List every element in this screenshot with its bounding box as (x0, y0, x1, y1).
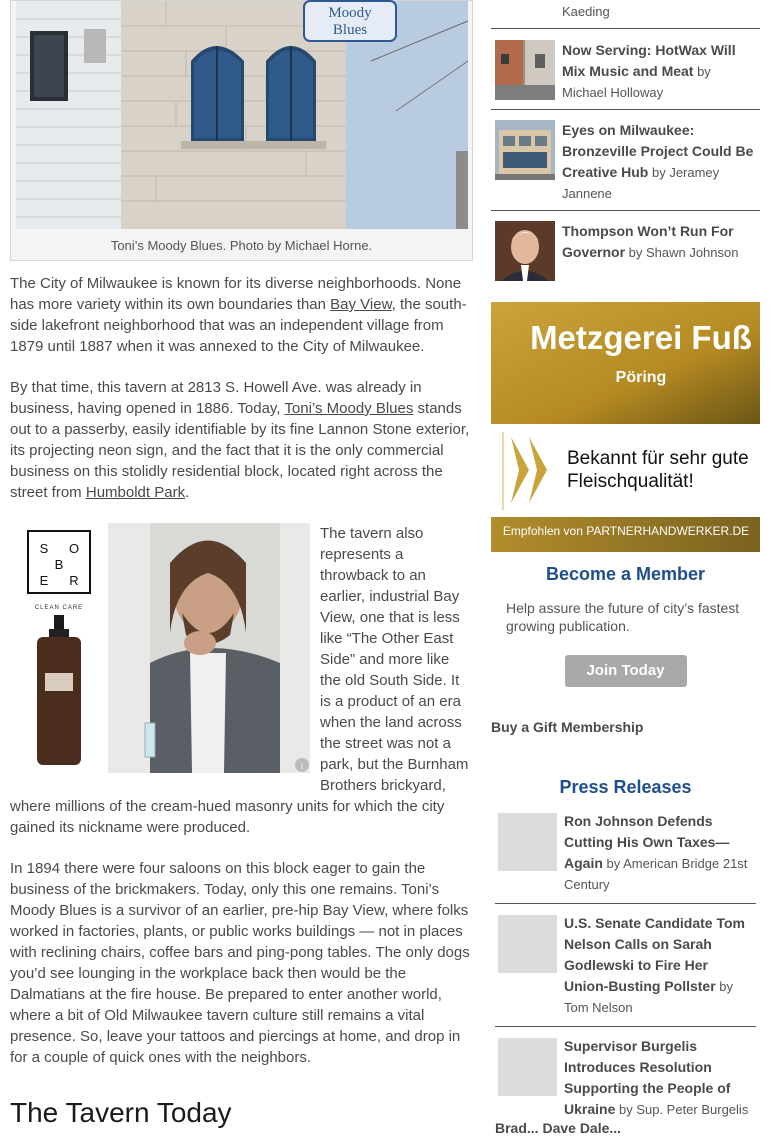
figure-caption: Toni’s Moody Blues. Photo by Michael Horne. (110, 238, 373, 253)
logo-letter-s: S (39, 541, 49, 556)
article-figure (10, 0, 473, 261)
post-title-1[interactable]: Now Serving: HotWax Will Mix Music and Meat by Michael Holloway (562, 42, 736, 100)
press-title-3[interactable]: Supervisor Burgelis Introduces Resolution Supporting the People of Ukraine by Sup. Peter Burgelis (564, 1038, 749, 1117)
press-title-1[interactable]: Ron Johnson Defends Cutting His Own Taxes—Again by American Bridge 21st Century (564, 813, 748, 892)
press-title-2[interactable]: U.S. Senate Candidate Tom Nelson Calls on Sarah Godlewski to Fire Her Union-Busting Pollster by Tom Nelson (564, 915, 745, 1015)
press-release-3[interactable] (495, 1027, 756, 1128)
related-post-3[interactable] (491, 211, 760, 287)
banner-claim-2: Fleischqualität! (567, 471, 694, 492)
press-release-2[interactable] (495, 904, 756, 1027)
post-thumbnail[interactable] (495, 40, 555, 100)
sober-ad[interactable] (10, 523, 310, 773)
metzgerei-banner-illustration (491, 302, 760, 552)
banner-claim-1: Bekannt für sehr gute (567, 448, 749, 469)
press-thumbnail[interactable] (498, 813, 557, 871)
related-post-0[interactable] (491, 0, 760, 29)
member-text: Help assure the future of city’s fastest growing publication. (506, 600, 740, 634)
paragraph-4: In 1894 there were four saloons on this block eager to gain the business of the brickmakers. Today, only this one remains. Toni’s Moody Blues is a survivor of an earlier, pre-hip Bay View, where folks worked in factories, plants, or public works buildings — not in places with reclining chairs, coffee bars and ping-pong tables. The only dogs you’d see lounging in the workplace back then would be the Dalmatians at the fire house. Be prepared to enter another world, where a bit of Old Milwaukee tavern culture still remains a vital presence. So, leave your tattoos and piercings at home, and drop in for a couple of quick ones with the neighbors. (10, 860, 470, 1066)
sidebar (491, 0, 760, 1136)
sign-text-2: Blues (332, 22, 368, 38)
membership-box (491, 564, 760, 687)
paragraph-3-wrap (10, 523, 473, 838)
banner-sub: Pöring (615, 369, 667, 386)
related-post-1[interactable] (491, 29, 760, 110)
gift-membership-link[interactable]: Buy a Gift Membership (491, 719, 644, 735)
join-today-button[interactable]: Join Today (565, 655, 687, 687)
section-heading: The Tavern Today (10, 1097, 232, 1128)
post-thumbnail[interactable] (495, 120, 555, 180)
post-title-3[interactable]: Thompson Won’t Run For Governor by Shawn Johnson (562, 223, 739, 260)
press-thumbnail[interactable] (498, 915, 557, 973)
ad-info-icon[interactable]: i (301, 761, 303, 771)
logo-letter-e: E (39, 573, 49, 588)
related-post-0-byline: Kaeding (562, 4, 610, 19)
metzgerei-banner-ad[interactable] (491, 302, 760, 552)
tonis-moody-blues-link[interactable]: Toni’s Moody Blues (284, 400, 414, 417)
sober-ad-illustration (10, 523, 310, 773)
post-thumbnail[interactable] (495, 221, 555, 281)
press-release-1[interactable] (495, 811, 756, 904)
banner-headline: Metzgerei Fuß (530, 319, 752, 356)
tavern-photo-illustration (16, 1, 468, 229)
logo-letter-o: O (68, 541, 80, 556)
press-releases-heading: Press Releases (559, 777, 692, 797)
logo-letter-b: B (54, 557, 64, 572)
sign-text-1: Moody (328, 5, 372, 21)
article (10, 0, 473, 1130)
member-heading: Become a Member (545, 564, 706, 584)
ad-tagline: CLEAN CARE (34, 605, 84, 611)
banner-footer: Empfohlen von PARTNERHANDWERKER.DE (502, 524, 750, 538)
related-post-2[interactable] (491, 110, 760, 211)
tavern-photo[interactable] (16, 1, 468, 229)
bay-view-link[interactable]: Bay View (330, 296, 392, 313)
paragraph-1: The City of Milwaukee is known for its diverse neighborhoods. None has more variety within its own boundaries than Bay View, the south-side lakefront neighborhood that was an independent village from 1879 until 1887 when it was annexed to the City of Milwaukee. (10, 275, 467, 355)
logo-letter-r: R (69, 573, 79, 588)
humboldt-park-link[interactable]: Humboldt Park (85, 484, 186, 501)
press-thumbnail[interactable] (498, 1038, 557, 1096)
paragraph-3: The tavern also represents a throwback to an earlier, industrial Bay View, one that is less like “The Other East Side” and more like the old South Side. It is a product of an era when the land across the street was not a park, but the Burnham Brothers brickyard, where millions of the cream-hued masonry units for which the city gained its nickname were produced. (10, 525, 469, 836)
press-overflow-text: Brad... Dave Dale... (495, 1120, 622, 1136)
post-title-2[interactable]: Eyes on Milwaukee: Bronzeville Project Could Be Creative Hub by Jeramey Jannene (562, 122, 754, 201)
paragraph-2: By that time, this tavern at 2813 S. Howell Ave. was already in business, having opened in 1886. Today, Toni’s Moody Blues stands out to a passerby, easily identifiable by its fine Lannon Stone exterior, its projecting neon sign, and the fact that it is the only commercial business on this stolidly residential block, located right across the street from Humboldt Park. (10, 379, 470, 501)
